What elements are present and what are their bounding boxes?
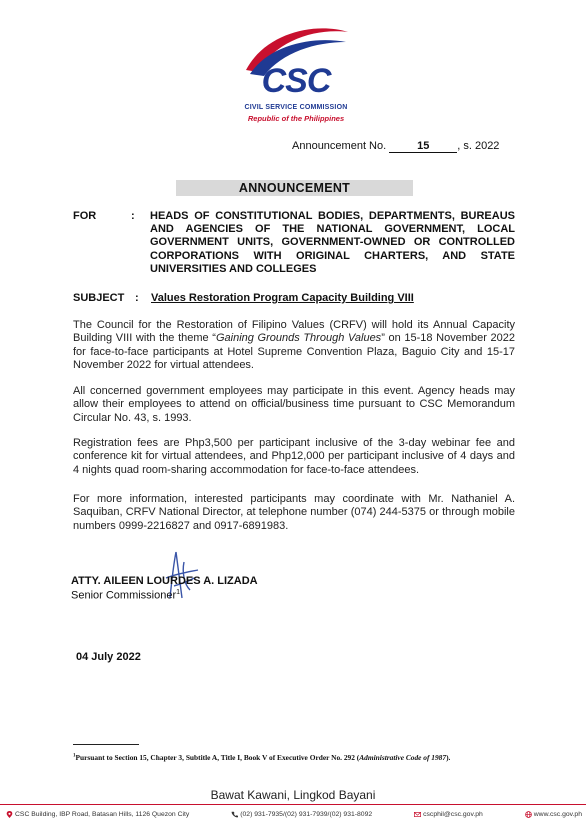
logo-agency-name: CIVIL SERVICE COMMISSION: [244, 104, 348, 111]
footnote-text-a: Pursuant to Section 15, Chapter 3, Subtitle A, Title I, Book V of Executive Order No. 292 (: [75, 753, 360, 762]
globe-icon: [525, 811, 532, 818]
p1-text-a: The Council for the Restoration of Filipino Values (CRFV) will hold its Annual Capacity Building VIII with the theme “: [73, 319, 515, 345]
announcement-series: , s. 2022: [457, 140, 500, 152]
footnote-text-b: ).: [446, 753, 451, 762]
document-date: 04 July 2022: [76, 651, 141, 663]
p1-text-b: ” on 15-18 November 2022 for face-to-face participants at Hotel Supreme Convention Plaza, Baguio City and 15-17 November 2022 for virtual attendees.: [73, 332, 515, 371]
phones-text: (02) 931-7935/(02) 931-7939/(02) 931-8092: [240, 810, 373, 818]
event-theme: Gaining Grounds Through Values: [215, 332, 382, 345]
subject-label: SUBJECT: [73, 292, 125, 304]
for-recipients: HEADS OF CONSTITUTIONAL BODIES, DEPARTMENTS, BUREAUS AND AGENCIES OF THE NATIONAL GOVERNMENT, LOCAL GOVERNMENT UNITS, GOVERNMENT-OWNED OR CONTROLLED CORPORATIONS WITH ORIGINAL CHARTERS, AND STATE UNIVERSITIES AND COLLEGES: [150, 210, 515, 275]
footnote-reference: 1: [176, 589, 181, 596]
announcement-prefix: Announcement No.: [292, 140, 387, 152]
for-label: FOR: [73, 210, 97, 222]
location-pin-icon: [6, 811, 13, 818]
footer-website: [525, 811, 582, 818]
footnote: [73, 753, 450, 762]
logo-republic: Republic of the Philippines: [247, 114, 345, 123]
email-icon: [414, 811, 421, 818]
announcement-number-line: [292, 140, 499, 153]
email-text[interactable]: cscphil@csc.gov.ph: [423, 810, 483, 818]
footnote-mark: 1: [73, 753, 76, 759]
signatory-title: Senior Commissioner: [71, 589, 177, 602]
paragraph-contact-info: For more information, interested participants may coordinate with Mr. Nathaniel A. Saquiban, CRFV National Director, at telephone number (074) 244-5375 or through mobile numbers 0999-2216827 and 0917-6891983.: [73, 493, 515, 532]
paragraph-registration-fees: Registration fees are Php3,500 per participant inclusive of the 3-day webinar fee and conference kit for virtual attendees, and Php12,000 per participant inclusive of 4 days and 4 nights quad room-sharing accommodation for face-to-face attendees.: [73, 437, 515, 476]
for-colon: :: [131, 210, 135, 222]
website-text[interactable]: www.csc.gov.ph: [533, 810, 582, 818]
paragraph-participation: All concerned government employees may participate in this event. Agency heads may allow their employees to attend on official/business time pursuant to CSC Memorandum Circular No. 43, s. 1993.: [73, 385, 515, 424]
footer-email: [414, 811, 483, 818]
signatory-name: ATTY. AILEEN LOURDES A. LIZADA: [71, 575, 258, 587]
logo-acronym: CSC: [261, 62, 331, 100]
footnote-italic: Administrative Code of 1987: [359, 753, 447, 762]
footnote-divider: [73, 744, 139, 745]
footer-address: [6, 811, 189, 818]
subject-colon: :: [135, 292, 139, 304]
signatory-title-line: [71, 589, 180, 602]
phone-icon: [231, 811, 238, 818]
address-text: CSC Building, IBP Road, Batasan Hills, 1126 Quezon City: [15, 810, 190, 818]
footer-divider: [0, 804, 586, 805]
footer-phones: [231, 811, 372, 818]
document-title: ANNOUNCEMENT: [176, 180, 413, 196]
motto: Bawat Kawani, Lingkod Bayani: [210, 788, 376, 802]
footer-contact-bar: [6, 808, 582, 820]
csc-logo: [236, 22, 356, 122]
paragraph-event-details: [73, 319, 515, 372]
subject-text: Values Restoration Program Capacity Building VIII: [151, 292, 414, 304]
announcement-number: 15: [389, 140, 457, 153]
